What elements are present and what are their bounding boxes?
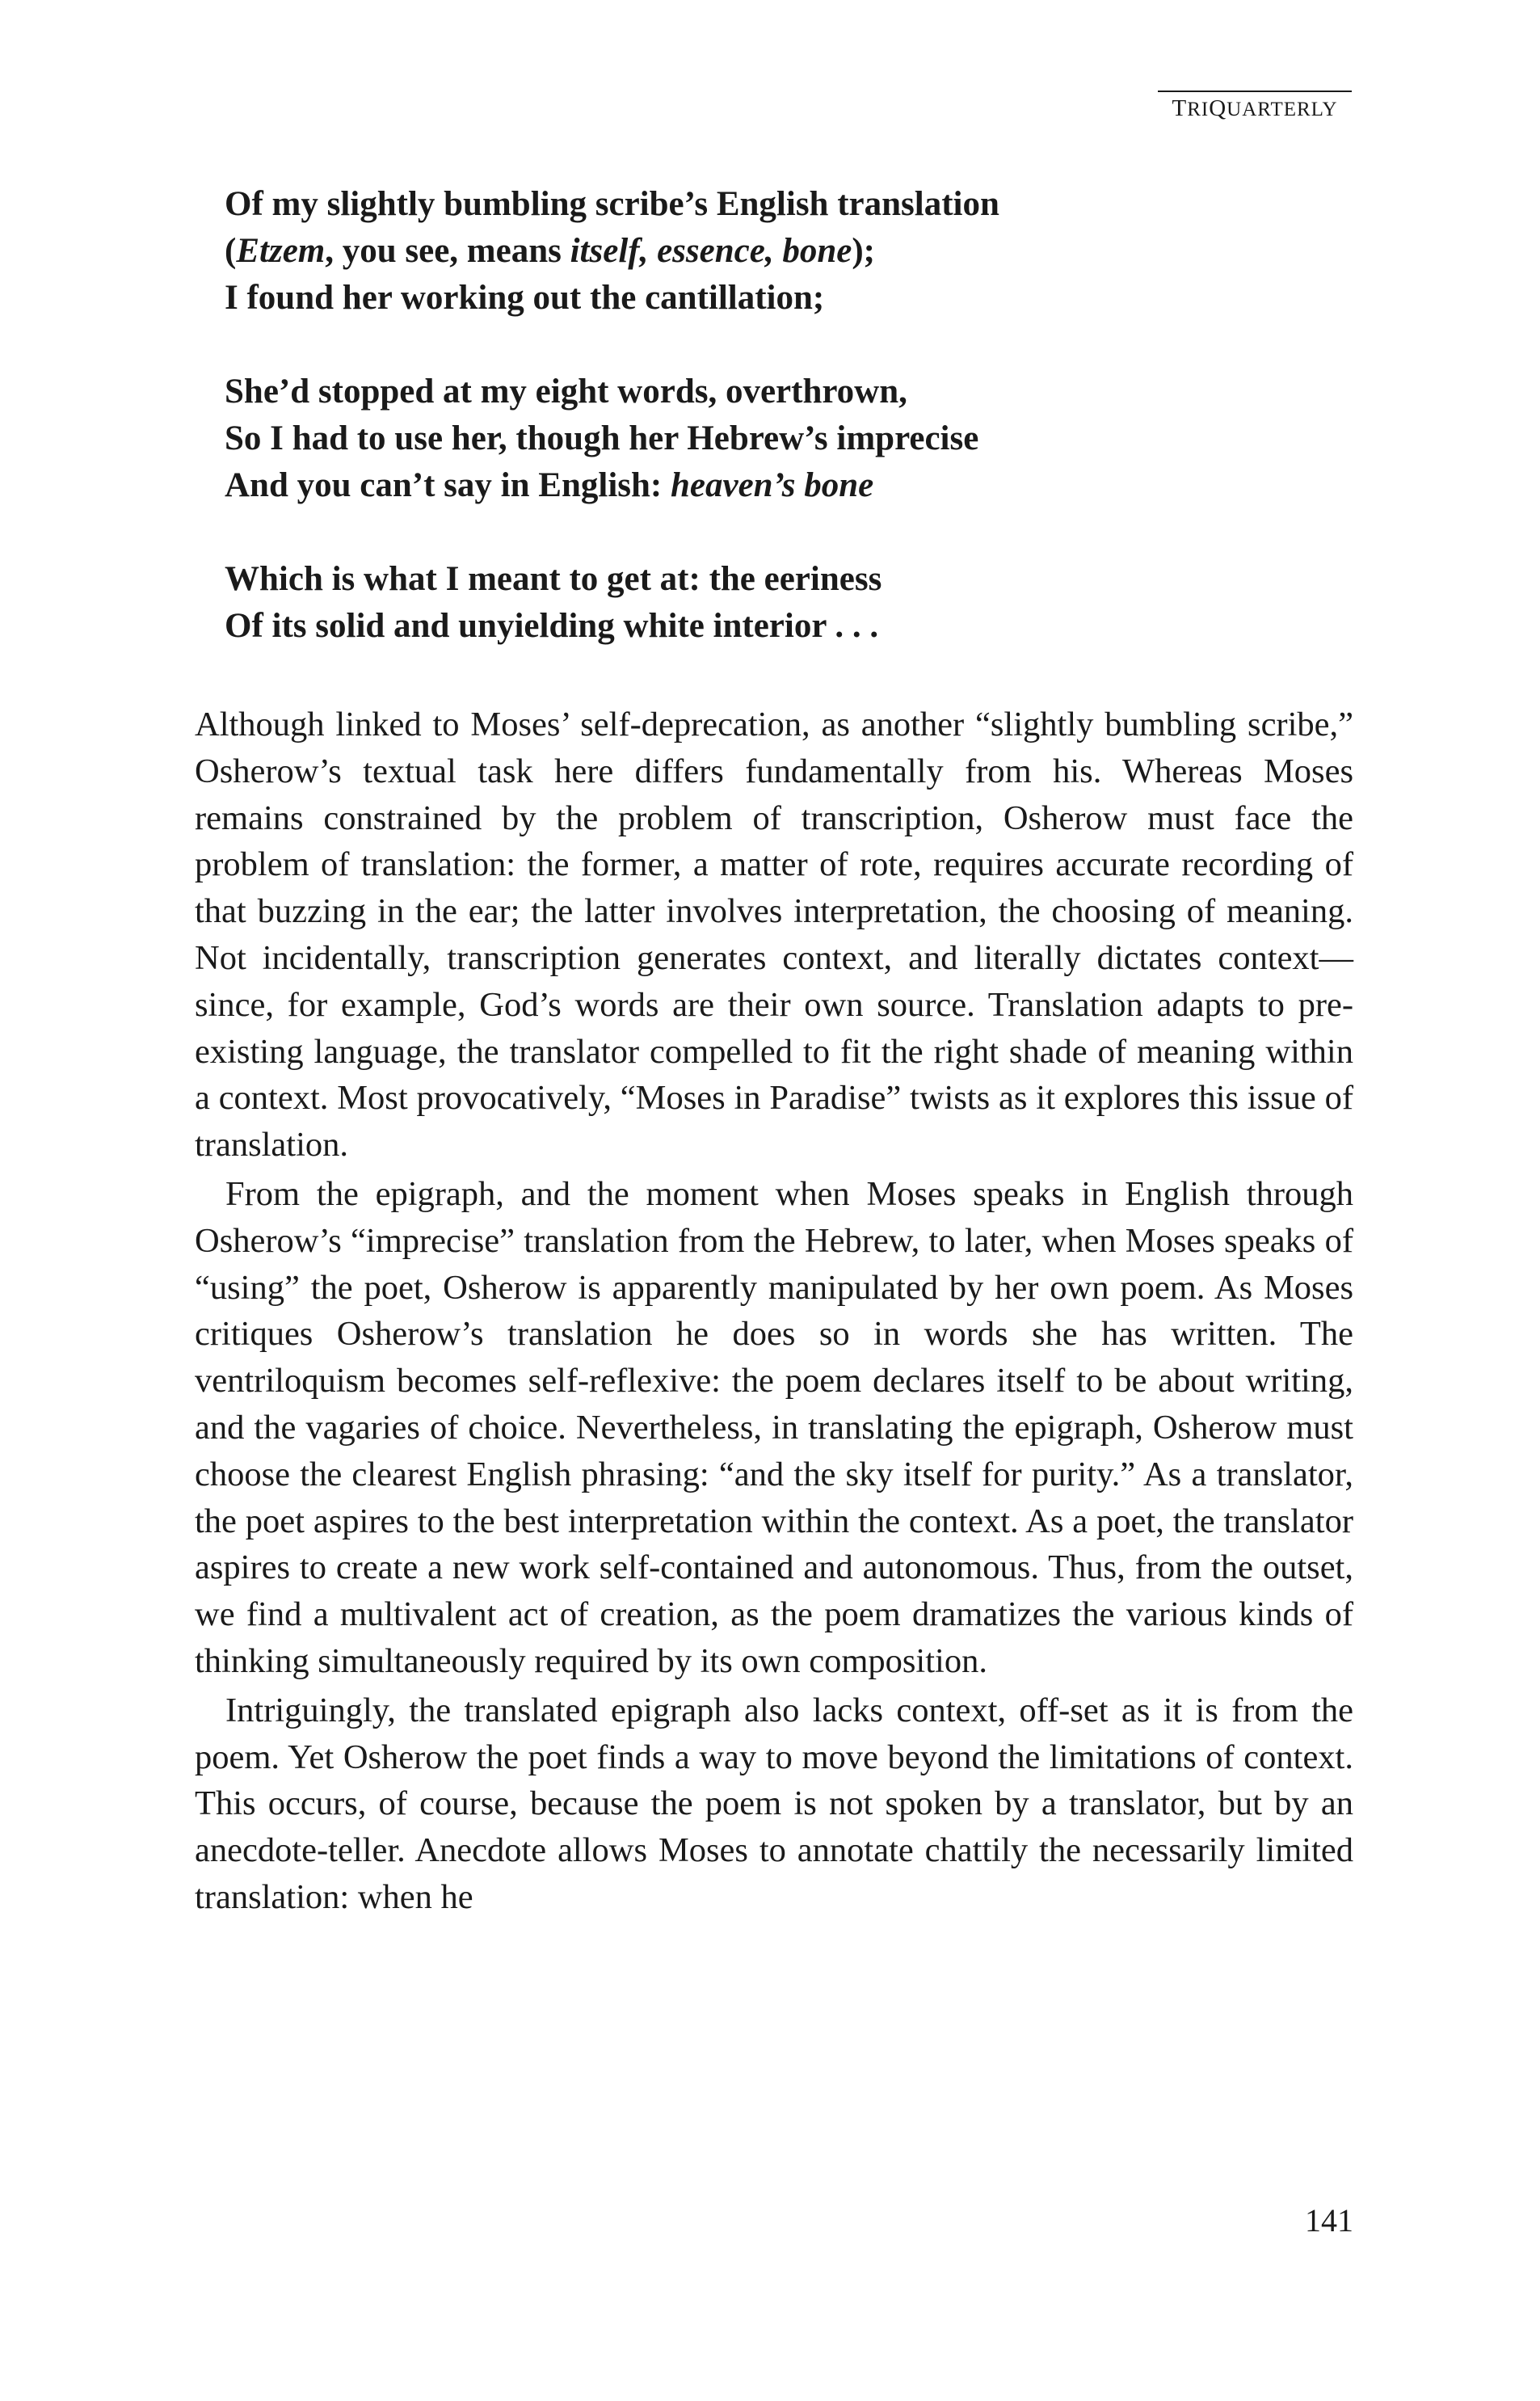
poem-stanza-3 [225, 556, 1372, 650]
poem-excerpt [225, 181, 1372, 650]
poem-line-italic-meaning: itself, essence, bone [570, 232, 852, 270]
poem-line: Of my slightly bumbling scribe’s English translation [225, 185, 999, 223]
poem-line-fragment: And you can’t say in English: [225, 466, 671, 504]
poem-line-fragment: ); [852, 232, 875, 270]
running-head-part-ri: RI [1187, 99, 1210, 120]
poem-line [225, 228, 1372, 275]
running-head-part-uarterly: UARTERLY [1227, 99, 1338, 120]
poem-line: Which is what I meant to get at: the eeriness [225, 560, 882, 598]
running-head-initial-q: Q [1209, 95, 1227, 121]
paragraph-3: Intriguingly, the translated epigraph also lacks context, off-set as it is from the poem. Yet Osherow the poet finds a way to move beyond the limitations of context. This occurs, of course, because the poem is not spoken by a translator, but by an anecdote-teller. Anecdote allows Moses to annotate chattily the necessarily limited translation: when he [195, 1691, 1353, 1916]
poem-stanza-2 [225, 369, 1372, 509]
running-head-initial-t: T [1172, 95, 1188, 121]
poem-line-fragment: , you see, means [325, 232, 570, 270]
running-head [1158, 91, 1352, 120]
poem-line [225, 462, 1372, 509]
paragraph-2: From the epigraph, and the moment when Moses speaks in English through Osherow’s “imprecise” translation from the Hebrew, to later, when Moses speaks of “using” the poet, Osherow is apparently manipulated by her own poem. As Moses critiques Osherow’s translation he does so in words she has written. The ventriloquism becomes self-reflexive: the poem declares itself to be about writing, and the vagaries of choice. Nevertheless, in translating the epigraph, Osherow must choose the clearest English phrasing: “and the sky itself for purity.” As a translator, the poet aspires to the best interpretation within the context. As a poet, the translator aspires to create a new work self-contained and autonomous. Thus, from the outset, we find a multivalent act of creation, as the poem dramatizes the various kinds of thinking simultaneously required by its own composition. [195, 1174, 1353, 1680]
poem-line-italic-etzem: Etzem [236, 232, 326, 270]
poem-line: Of its solid and unyielding white interior . . . [225, 607, 879, 645]
page-number: 141 [1305, 2202, 1353, 2239]
poem-stanza-1 [225, 181, 1372, 322]
paragraph-1: Although linked to Moses’ self-deprecation, as another “slightly bumbling scribe,” Osherow’s textual task here differs fundamentally from his. Whereas Moses remains constrained by the problem of transcription, Osherow must face the problem of translation: the former, a matter of rote, requires accurate recording of that buzzing in the ear; the latter involves interpretation, the choosing of meaning. Not incidentally, transcription generates context, and literally dictates context—since, for example, God’s words are their own source. Translation adapts to pre-existing language, the translator compelled to fit the right shade of meaning within a context. Most provocatively, “Moses in Paradise” twists as it explores this issue of translation. [195, 706, 1353, 1165]
poem-line-fragment: ( [225, 232, 237, 270]
poem-line: So I had to use her, though her Hebrew’s imprecise [225, 419, 979, 457]
body-text [195, 701, 1353, 1921]
poem-line: I found her working out the cantillation; [225, 279, 825, 317]
poem-line: She’d stopped at my eight words, overthrown, [225, 373, 907, 411]
poem-line-italic-heavens-bone: heaven’s bone [671, 466, 874, 504]
